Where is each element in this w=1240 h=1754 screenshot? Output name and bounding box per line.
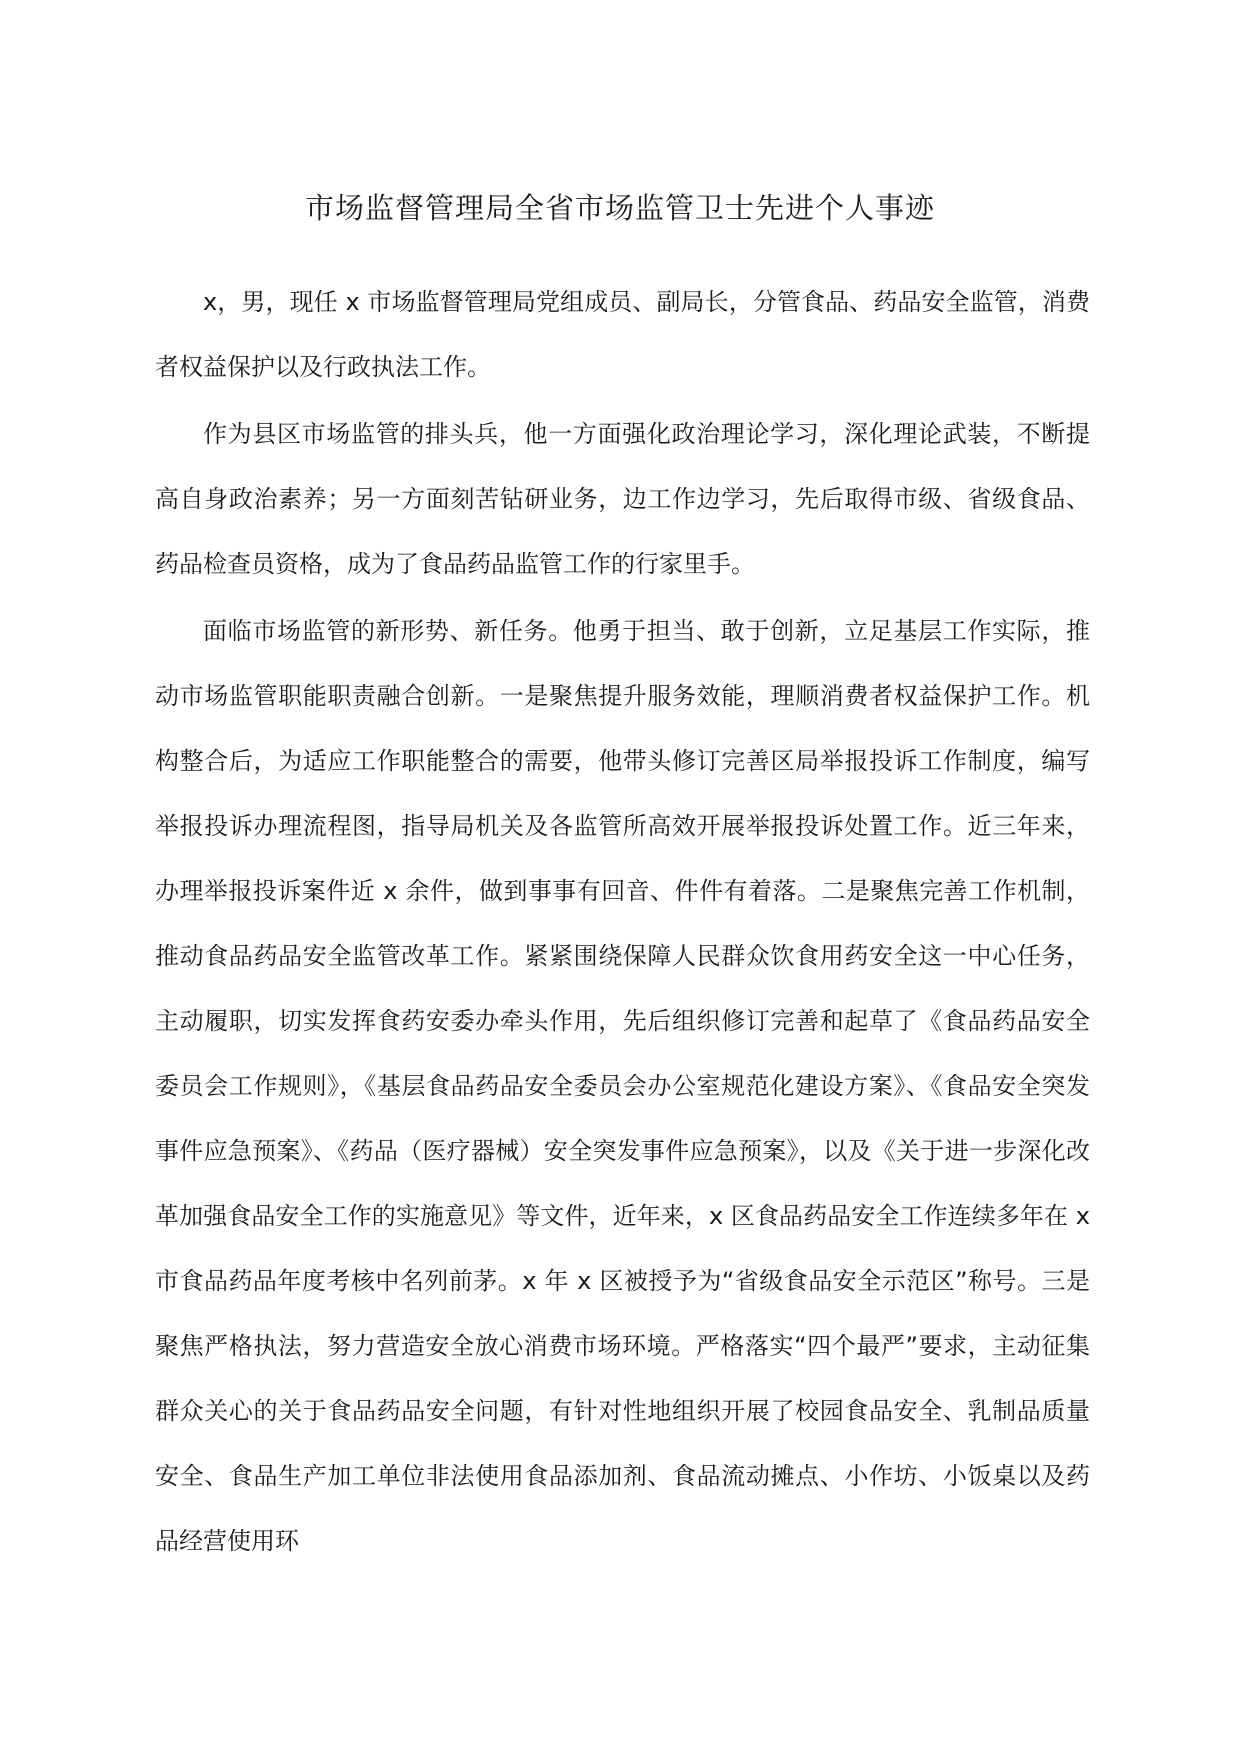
paragraph-innovation: 面临市场监管的新形势、新任务。他勇于担当、敢于创新，立足基层工作实际，推动市场监管职能职责融合创新。一是聚焦提升服务效能，理顺消费者权益保护工作。机构整合后，为适应工作职能整合的需要，他带头修订完善区局举报投诉工作制度，编写举报投诉办理流程图，指导局机关及各监管所高效开展举报投诉处置工作。近三年来，办理举报投诉案件近 x 余件，做到事事有回音、件件有着落。二是聚焦完善工作机制，推动食品药品安全监管改革工作。紧紧围绕保障人民群众饮食用药安全这一中心任务，主动履职，切实发挥食药安委办牵头作用，先后组织修订完善和起草了《食品药品安全委员会工作规则》，《基层食品药品安全委员会办公室规范化建设方案》、《食品安全突发事件应急预案》、《药品（医疗器械）安全突发事件应急预案》，以及《关于进一步深化改革加强食品安全工作的实施意见》等文件，近年来，x 区食品药品安全工作连续多年在 x 市食品药品年度考核中名列前茅。x 年 x 区被授予为“省级食品安全示范区”称号。三是聚焦严格执法，努力营造安全放心消费市场环境。严格落实“四个最严”要求，主动征集群众关心的关于食品药品安全问题，有针对性地组织开展了校园食品安全、乳制品质量安全、食品生产加工单位非法使用食品添加剂、食品流动摊点、小作坊、小饭桌以及药品经营使用环 — [155, 617, 1090, 1555]
paragraph-study: 作为县区市场监管的排头兵，他一方面强化政治理论学习，深化理论武装，不断提高自身政治素养；另一方面刻苦钻研业务，边工作边学习，先后取得市级、省级食品、药品检查员资格，成为了食品药品监管工作的行家里手。 — [155, 420, 1090, 578]
document-body — [155, 270, 1090, 1576]
document-title: 市场监督管理局全省市场监管卫士先进个人事迹 — [304, 191, 935, 225]
paragraph-intro: x，男，现任 x 市场监督管理局党组成员、副局长，分管食品、药品安全监管，消费者权益保护以及行政执法工作。 — [155, 288, 1090, 381]
